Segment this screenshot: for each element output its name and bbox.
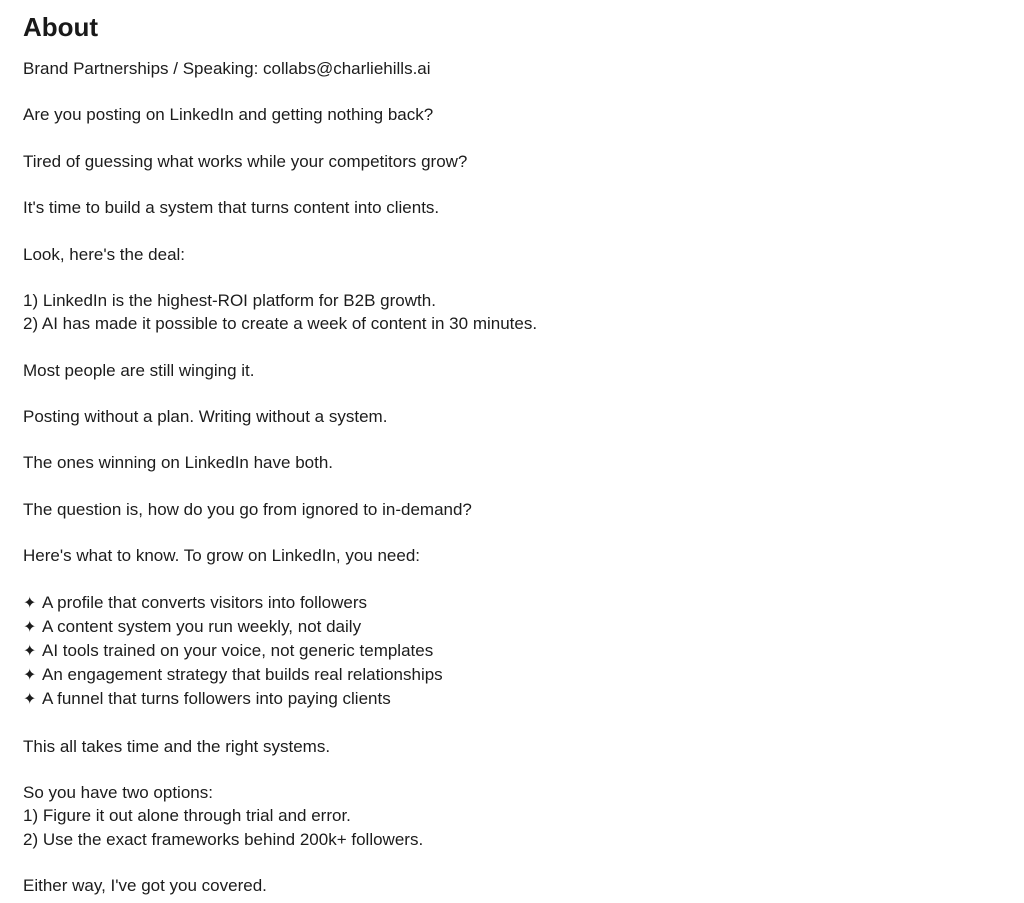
about-title: About [23,12,99,42]
text-line: Here's what to know. To grow on LinkedIn, you need: [23,546,421,566]
sparkle-icon: ✦ [23,594,37,612]
text-line: Tired of guessing what works while your competitors grow? [23,151,468,171]
about-paragraph [23,735,1000,758]
bullet-item [23,615,1000,639]
sparkle-icon: ✦ [23,691,37,709]
numbered-line: 1) LinkedIn is the highest-ROI platform for B2B growth. [23,290,436,310]
about-paragraph [23,451,1000,474]
numbered-line: 2) AI has made it possible to create a week of content in 30 minutes. [23,314,538,334]
about-paragraph [23,498,1000,521]
sparkle-icon: ✦ [23,667,37,685]
text-line: Either way, I've got you covered. [23,875,267,895]
about-paragraph [23,874,1000,897]
text-line: The ones winning on LinkedIn have both. [23,453,334,473]
numbered-line: 2) Use the exact frameworks behind 200k+ followers. [23,829,424,849]
text-line: Are you posting on LinkedIn and getting nothing back? [23,105,434,125]
about-paragraph [23,150,1000,173]
about-paragraph [23,781,1000,851]
text-line: It's time to build a system that turns content into clients. [23,198,440,218]
about-paragraph [23,544,1000,567]
bullet-text: A content system you run weekly, not daily [42,616,362,636]
about-body [23,57,1000,897]
about-paragraph [23,103,1000,126]
bullet-text: An engagement strategy that builds real relationships [42,665,443,685]
bullet-text: A funnel that turns followers into paying clients [42,689,391,709]
bullet-text: A profile that converts visitors into followers [42,592,368,612]
sparkle-icon: ✦ [23,642,37,660]
text-line: Most people are still winging it. [23,360,255,380]
text-line: Posting without a plan. Writing without a system. [23,406,388,426]
about-paragraph [23,57,1000,80]
bullet-item [23,687,1000,711]
numbered-line: 1) Figure it out alone through trial and error. [23,806,351,826]
about-paragraph [23,289,1000,335]
text-line: The question is, how do you go from ignored to in-demand? [23,499,472,519]
bullet-text: AI tools trained on your voice, not generic templates [42,640,434,660]
text-line: This all takes time and the right systems. [23,736,331,756]
text-line: Look, here's the deal: [23,244,186,264]
sparkle-icon: ✦ [23,618,37,636]
about-paragraph [23,243,1000,266]
bullet-item [23,663,1000,687]
bullet-item [23,639,1000,663]
bullet-item [23,591,1000,615]
about-paragraph [23,359,1000,382]
about-paragraph [23,196,1000,219]
bullet-list [23,591,1000,712]
about-paragraph [23,405,1000,428]
text-line: So you have two options: [23,783,213,803]
contact-line: Brand Partnerships / Speaking: collabs@charliehills.ai [23,59,431,78]
